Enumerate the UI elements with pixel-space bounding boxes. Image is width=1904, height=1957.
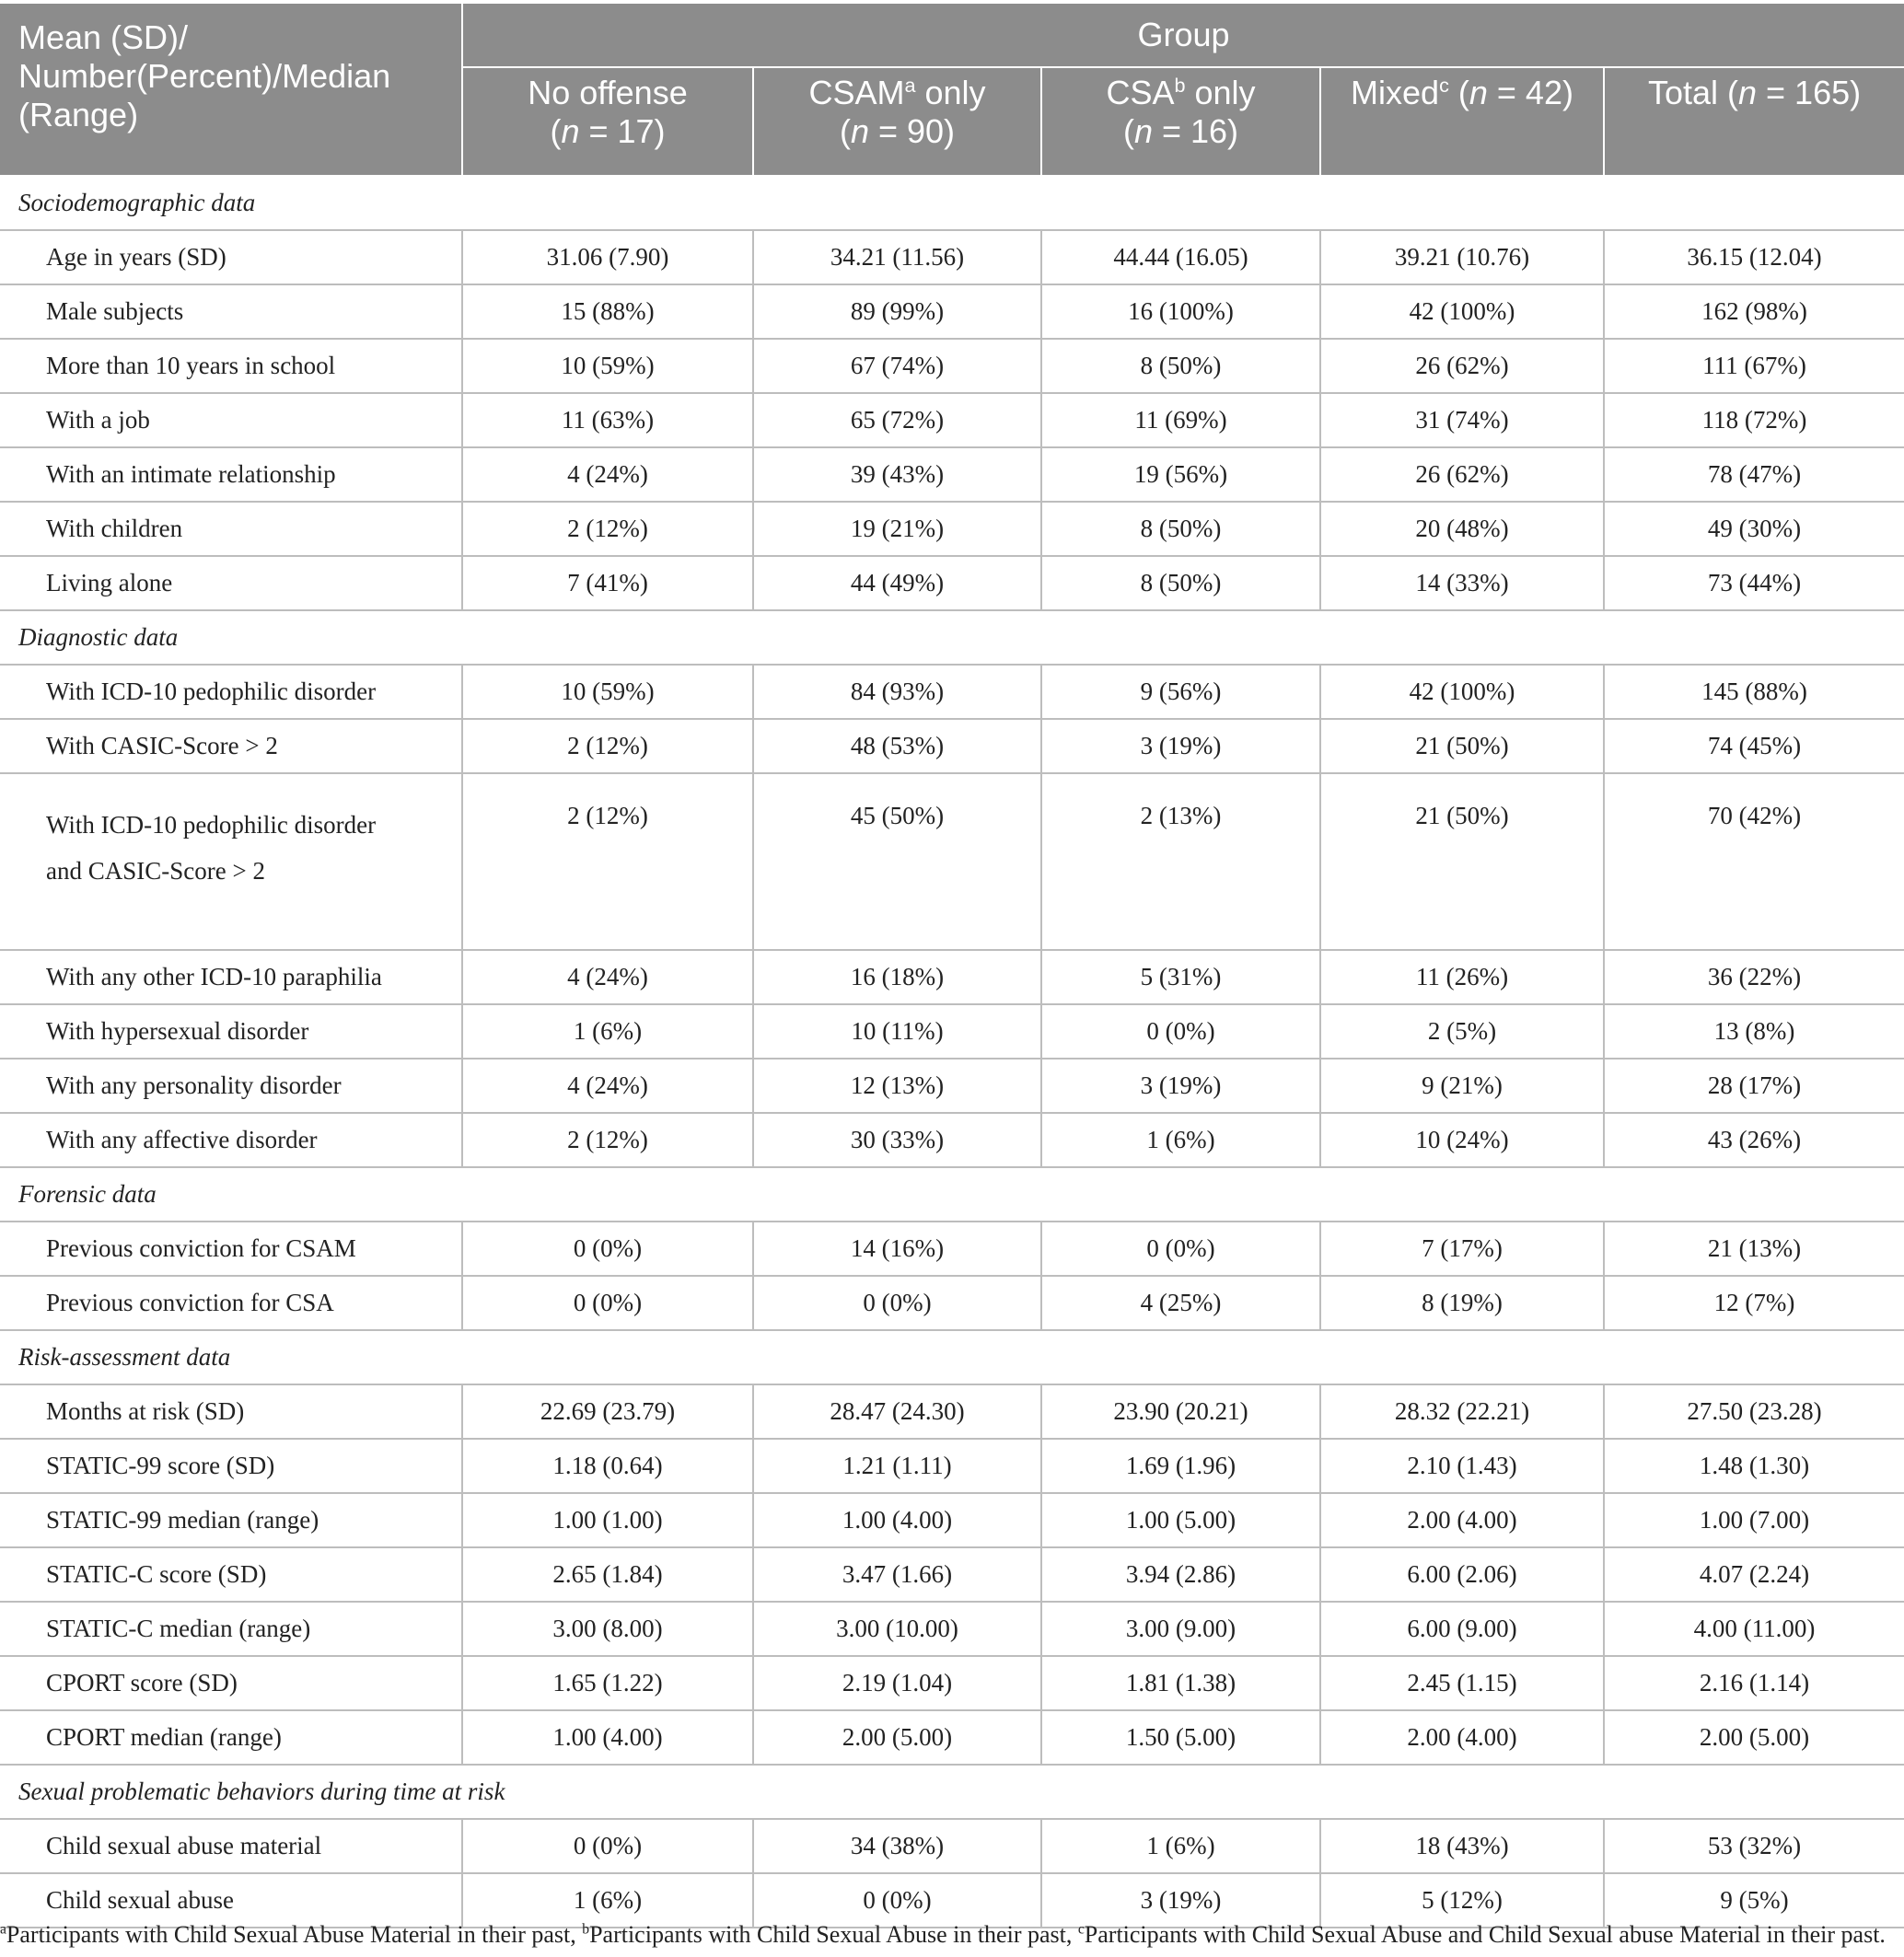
table-body [0,176,1904,1928]
table-cell: 70 (42%) [1604,773,1904,950]
table-cell: 31 (74%) [1320,393,1604,447]
table-cell: 53 (32%) [1604,1819,1904,1873]
column-name: CSA [1106,74,1175,111]
table-cell: 1 (6%) [1041,1113,1320,1167]
row-label [0,1873,462,1928]
row-label-text: Age in years (SD) [46,243,226,271]
table-cell: 19 (21%) [753,502,1041,556]
table-row [0,1602,1904,1656]
column-footnote-mark: b [1174,74,1186,97]
column-header [462,67,753,176]
table-cell: 118 (72%) [1604,393,1904,447]
table-row [0,1113,1904,1167]
row-label-text: With any affective disorder [46,1126,318,1153]
table-cell: 1.50 (5.00) [1041,1710,1320,1765]
row-label [0,1439,462,1493]
table-row [0,1656,1904,1710]
column-footnote-mark: c [1439,74,1449,97]
table-cell: 39 (43%) [753,447,1041,502]
column-n-value: = 17) [579,112,666,150]
table-cell: 4.07 (2.24) [1604,1547,1904,1602]
table-cell: 44 (49%) [753,556,1041,610]
column-name-suffix [1449,74,1458,111]
table-cell: 3.00 (10.00) [753,1602,1041,1656]
table-cell: 21 (50%) [1320,719,1604,773]
table-row [0,1276,1904,1330]
table-cell: 45 (50%) [753,773,1041,950]
table-cell: 12 (13%) [753,1059,1041,1113]
row-label-text: With ICD-10 pedophilic disorder [46,677,377,705]
row-label-text: With hypersexual disorder [46,1017,309,1045]
column-name-suffix: only [1185,74,1256,111]
column-n-value: = 42) [1487,74,1573,111]
table-row [0,502,1904,556]
column-name-line [1332,74,1592,112]
table-cell: 3 (19%) [1041,719,1320,773]
table-row [0,339,1904,393]
section-row [0,176,1904,230]
row-label-text: With CASIC-Score > 2 [46,732,278,759]
row-label [0,1222,462,1276]
table-header [0,4,1904,176]
row-label [0,339,462,393]
table-cell: 34 (38%) [753,1819,1041,1873]
table-cell: 28 (17%) [1604,1059,1904,1113]
footnote-mark: b [582,1921,590,1938]
footnote-mark: c [1077,1921,1085,1938]
table-cell: 20 (48%) [1320,502,1604,556]
row-label-text: Child sexual abuse material [46,1832,322,1859]
table-cell: 6.00 (2.06) [1320,1547,1604,1602]
table-cell: 78 (47%) [1604,447,1904,502]
table-cell: 3.94 (2.86) [1041,1547,1320,1602]
row-label-text: More than 10 years in school [46,352,336,379]
table-row [0,230,1904,284]
column-n-line [1053,112,1308,151]
table-cell: 8 (50%) [1041,339,1320,393]
column-n-open: ( [1122,112,1134,150]
column-n-value: = 165) [1757,74,1862,111]
table-cell: 23.90 (20.21) [1041,1384,1320,1439]
row-label-text: With any other ICD-10 paraphilia [46,963,382,990]
column-name: No offense [528,74,688,111]
table-row [0,719,1904,773]
row-label [0,1819,462,1873]
table-cell: 22.69 (23.79) [462,1384,753,1439]
table-cell: 8 (50%) [1041,502,1320,556]
table-cell: 7 (41%) [462,556,753,610]
table-cell: 16 (100%) [1041,284,1320,339]
table-row [0,1819,1904,1873]
row-label [0,284,462,339]
table-cell: 3.00 (8.00) [462,1602,753,1656]
table-cell: 39.21 (10.76) [1320,230,1604,284]
table-cell: 7 (17%) [1320,1222,1604,1276]
table-cell: 2 (12%) [462,1113,753,1167]
table-row [0,284,1904,339]
row-label [0,1384,462,1439]
section-row [0,1167,1904,1222]
column-n-var: n [561,112,580,150]
table-cell: 67 (74%) [753,339,1041,393]
table-cell: 11 (69%) [1041,393,1320,447]
corner-line: (Range) [18,96,139,133]
table-cell: 2 (12%) [462,719,753,773]
corner-header [0,4,462,176]
table-cell: 1.65 (1.22) [462,1656,753,1710]
row-label-text: Previous conviction for CSA [46,1289,334,1316]
table-cell: 4 (24%) [462,1059,753,1113]
table-row [0,665,1904,719]
column-n-open: ( [1457,74,1469,111]
table-cell: 42 (100%) [1320,284,1604,339]
column-n-value: = 16) [1152,112,1239,150]
table-cell: 4 (24%) [462,447,753,502]
table-cell: 89 (99%) [753,284,1041,339]
row-label [0,230,462,284]
table-cell: 10 (59%) [462,665,753,719]
table-cell: 1.00 (7.00) [1604,1493,1904,1547]
table-cell: 8 (19%) [1320,1276,1604,1330]
row-label-text: Previous conviction for CSAM [46,1234,356,1262]
table-cell: 49 (30%) [1604,502,1904,556]
table-cell: 65 (72%) [753,393,1041,447]
row-label-text: CPORT score (SD) [46,1669,238,1696]
table-cell: 5 (12%) [1320,1873,1604,1928]
row-label [0,556,462,610]
table-row [0,1384,1904,1439]
table-cell: 3.47 (1.66) [753,1547,1041,1602]
row-label [0,950,462,1004]
table-cell: 0 (0%) [462,1276,753,1330]
table-cell: 44.44 (16.05) [1041,230,1320,284]
table-cell: 1.18 (0.64) [462,1439,753,1493]
table-cell: 15 (88%) [462,284,753,339]
column-n-var: n [1738,74,1758,111]
table-cell: 1.00 (4.00) [753,1493,1041,1547]
section-row [0,1330,1904,1384]
table-cell: 13 (8%) [1604,1004,1904,1059]
table-cell: 4 (25%) [1041,1276,1320,1330]
table-cell: 2 (13%) [1041,773,1320,950]
table-row [0,1222,1904,1276]
row-label [0,1602,462,1656]
table-row [0,1493,1904,1547]
table-cell: 0 (0%) [462,1222,753,1276]
table-cell: 42 (100%) [1320,665,1604,719]
table-cell: 2.45 (1.15) [1320,1656,1604,1710]
table-cell: 4.00 (11.00) [1604,1602,1904,1656]
table-cell: 3 (19%) [1041,1059,1320,1113]
table-cell: 31.06 (7.90) [462,230,753,284]
table-cell: 19 (56%) [1041,447,1320,502]
table-cell: 0 (0%) [462,1819,753,1873]
table-cell: 1.00 (1.00) [462,1493,753,1547]
corner-line: Number(Percent)/Median [18,57,391,95]
table-cell: 2.00 (5.00) [753,1710,1041,1765]
section-title: Risk-assessment data [0,1330,1904,1384]
row-label-text: Living alone [46,569,173,596]
table-cell: 162 (98%) [1604,284,1904,339]
row-label-text: With any personality disorder [46,1071,342,1099]
column-n-line [765,112,1029,151]
table-cell: 14 (16%) [753,1222,1041,1276]
row-label [0,1004,462,1059]
row-label-text: With a job [46,406,150,434]
column-header [753,67,1041,176]
table-cell: 1 (6%) [462,1004,753,1059]
table-cell: 11 (26%) [1320,950,1604,1004]
column-name-line [474,74,741,112]
footnote-text: Participants with Child Sexual Abuse Material in their past, [6,1921,583,1948]
row-label [0,1276,462,1330]
footnote-mark: a [0,1921,6,1938]
row-label [0,773,462,950]
column-name-line [765,74,1029,112]
row-label-text: STATIC-99 median (range) [46,1506,319,1534]
row-label-text: With children [46,515,183,542]
table-row [0,1004,1904,1059]
table-row [0,773,1904,950]
table-cell: 1.81 (1.38) [1041,1656,1320,1710]
table-row [0,1873,1904,1928]
column-n-line [474,112,741,151]
table-cell: 4 (24%) [462,950,753,1004]
table-footnote [0,1921,1904,1949]
table-cell: 84 (93%) [753,665,1041,719]
row-label [0,1113,462,1167]
table-cell: 11 (63%) [462,393,753,447]
table-cell: 34.21 (11.56) [753,230,1041,284]
section-row [0,610,1904,665]
column-name-line [1053,74,1308,112]
table-cell: 74 (45%) [1604,719,1904,773]
table-cell: 111 (67%) [1604,339,1904,393]
table-row [0,393,1904,447]
table-cell: 2 (12%) [462,773,753,950]
row-label-text: STATIC-C score (SD) [46,1560,267,1588]
row-label [0,502,462,556]
table-row [0,950,1904,1004]
section-title: Sexual problematic behaviors during time at risk [0,1765,1904,1819]
column-n-var: n [850,112,869,150]
table-cell: 27.50 (23.28) [1604,1384,1904,1439]
table-cell: 10 (24%) [1320,1113,1604,1167]
table-cell: 0 (0%) [1041,1004,1320,1059]
table-row [0,447,1904,502]
table-cell: 16 (18%) [753,950,1041,1004]
row-label-text: With ICD-10 pedophilic disorder [46,811,377,839]
column-header [1604,67,1904,176]
table-cell: 30 (33%) [753,1113,1041,1167]
column-name-suffix: only [915,74,986,111]
table-cell: 3.00 (9.00) [1041,1602,1320,1656]
table-cell: 2.19 (1.04) [753,1656,1041,1710]
column-n-value: = 90) [868,112,956,150]
table-cell: 9 (21%) [1320,1059,1604,1113]
row-label [0,1710,462,1765]
row-label [0,1547,462,1602]
table-row [0,1547,1904,1602]
table-cell: 26 (62%) [1320,339,1604,393]
row-label [0,1656,462,1710]
group-header: Group [462,4,1904,67]
table-cell: 28.47 (24.30) [753,1384,1041,1439]
footnote-text: Participants with Child Sexual Abuse and Child Sexual abuse Material in their past. [1084,1921,1886,1948]
column-name: CSAM [808,74,905,111]
table-cell: 0 (0%) [753,1873,1041,1928]
row-label-text: Male subjects [46,297,184,325]
row-label-text: Months at risk (SD) [46,1397,245,1425]
column-n-open: ( [1727,74,1738,111]
table-cell: 3 (19%) [1041,1873,1320,1928]
row-label [0,719,462,773]
table-cell: 36 (22%) [1604,950,1904,1004]
table-cell: 9 (5%) [1604,1873,1904,1928]
section-title: Forensic data [0,1167,1904,1222]
results-table [0,4,1904,1928]
column-header [1320,67,1604,176]
column-n-var: n [1133,112,1153,150]
table-cell: 1.69 (1.96) [1041,1439,1320,1493]
table-cell: 43 (26%) [1604,1113,1904,1167]
corner-line: Mean (SD)/ [18,18,189,56]
column-name-line [1616,74,1893,112]
row-label-text: and CASIC-Score > 2 [46,857,265,885]
table-cell: 36.15 (12.04) [1604,230,1904,284]
table-cell: 1 (6%) [1041,1819,1320,1873]
row-label [0,447,462,502]
column-header [1041,67,1320,176]
table-cell: 2.10 (1.43) [1320,1439,1604,1493]
column-name: Mixed [1351,74,1440,111]
section-title: Sociodemographic data [0,176,1904,230]
table-cell: 28.32 (22.21) [1320,1384,1604,1439]
column-n-open: ( [839,112,851,150]
row-label [0,1059,462,1113]
section-title: Diagnostic data [0,610,1904,665]
table-cell: 1.48 (1.30) [1604,1439,1904,1493]
table-cell: 14 (33%) [1320,556,1604,610]
row-label-text: STATIC-C median (range) [46,1615,311,1642]
table-cell: 21 (50%) [1320,773,1604,950]
row-label-text: With an intimate relationship [46,460,336,488]
table-cell: 2.00 (5.00) [1604,1710,1904,1765]
table-cell: 26 (62%) [1320,447,1604,502]
column-name: Total [1647,74,1718,111]
table-cell: 9 (56%) [1041,665,1320,719]
table-cell: 12 (7%) [1604,1276,1904,1330]
table-cell: 5 (31%) [1041,950,1320,1004]
row-label [0,665,462,719]
column-name-suffix [1718,74,1727,111]
table-cell: 21 (13%) [1604,1222,1904,1276]
table-row [0,1439,1904,1493]
table-cell: 48 (53%) [753,719,1041,773]
table-cell: 2.65 (1.84) [462,1547,753,1602]
column-n-var: n [1469,74,1488,111]
row-label [0,1493,462,1547]
footnote-text: Participants with Child Sexual Abuse in their past, [589,1921,1078,1948]
table-cell: 145 (88%) [1604,665,1904,719]
table-cell: 2.00 (4.00) [1320,1493,1604,1547]
table-cell: 2.16 (1.14) [1604,1656,1904,1710]
table-cell: 1.00 (4.00) [462,1710,753,1765]
row-label [0,393,462,447]
table-cell: 10 (59%) [462,339,753,393]
table-cell: 18 (43%) [1320,1819,1604,1873]
table-cell: 6.00 (9.00) [1320,1602,1604,1656]
table-row [0,1059,1904,1113]
table-cell: 73 (44%) [1604,556,1904,610]
row-label-text: Child sexual abuse [46,1886,234,1914]
table-cell: 1.21 (1.11) [753,1439,1041,1493]
table-cell: 1 (6%) [462,1873,753,1928]
table-cell: 10 (11%) [753,1004,1041,1059]
table-cell: 8 (50%) [1041,556,1320,610]
table-row [0,556,1904,610]
table-cell: 2.00 (4.00) [1320,1710,1604,1765]
table-cell: 2 (12%) [462,502,753,556]
row-label-text: STATIC-99 score (SD) [46,1452,275,1479]
table-cell: 0 (0%) [753,1276,1041,1330]
table-row [0,1710,1904,1765]
column-footnote-mark: a [904,74,916,97]
table-cell: 0 (0%) [1041,1222,1320,1276]
table-cell: 2 (5%) [1320,1004,1604,1059]
row-label-text: CPORT median (range) [46,1723,282,1751]
table-cell: 1.00 (5.00) [1041,1493,1320,1547]
section-row [0,1765,1904,1819]
column-n-open: ( [550,112,562,150]
